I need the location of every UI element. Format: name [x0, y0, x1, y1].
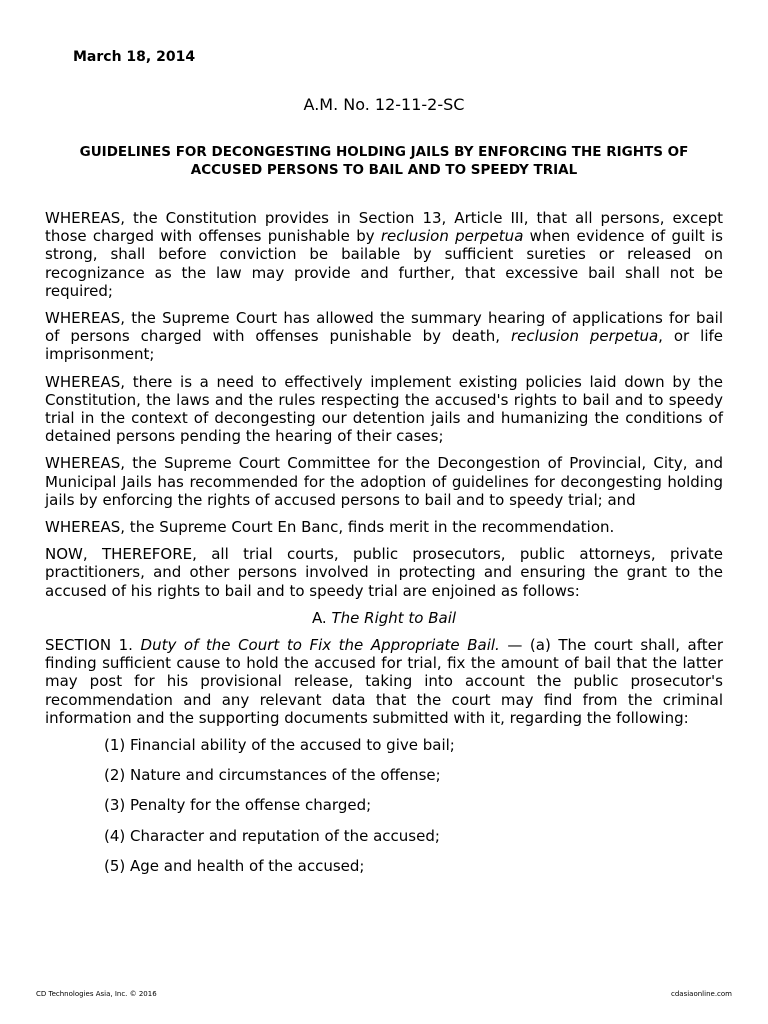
part-heading-prefix: A.	[311, 608, 332, 627]
document-number: A.M. No. 12-11-2-SC	[303, 95, 465, 114]
text-run: — (a) The court shall, after finding sufficient cause to hold the accused for trial, fix the amount of bail that the latter may post for his provisional release, taking into account the public prosecutor's recommendation and any relevant data that the court may find from the criminal information and the supporting documents submitted with it, regarding the following:	[45, 636, 724, 727]
now-therefore-paragraph	[45, 545, 723, 600]
text-run: WHEREAS, there is a need to effectively implement existing policies laid down by the Constitution, the laws and the rules respecting the accused's rights to bail and to speedy trial in the context of decongesting our detention jails and humanizing the conditions of detained persons pending the hearing of their cases;	[45, 372, 723, 446]
whereas-paragraph-2	[45, 309, 723, 364]
text-run: WHEREAS, the Supreme Court has allowed the summary hearing of applications for bail of persons charged with offenses punishable by death,	[45, 309, 723, 346]
whereas-paragraph-1	[45, 209, 723, 300]
document-title: GUIDELINES FOR DECONGESTING HOLDING JAILS BY ENFORCING THE RIGHTS OF ACCUSED PERSONS TO BAIL AND TO SPEEDY TRIAL	[79, 144, 689, 178]
footer-site-link: cdasiaonline.com	[671, 990, 732, 998]
list-item: (1) Financial ability of the accused to give bail;	[104, 736, 455, 755]
italic-text-run: Duty of the Court to Fix the Appropriate Bail.	[140, 636, 500, 655]
text-run: WHEREAS, the Supreme Court En Banc, finds merit in the recommendation.	[45, 518, 615, 537]
whereas-paragraph-3	[45, 373, 723, 446]
italic-text-run: reclusion perpetua	[510, 327, 659, 346]
text-run: SECTION 1.	[45, 636, 141, 655]
bail-factors-list	[45, 736, 723, 875]
text-run: when evidence of guilt is strong, shall before conviction be bailable by sufficient sureties or released on recognizance as the law may provide and further, that excessive bail shall not be required;	[45, 227, 723, 300]
list-item: (4) Character and reputation of the accused;	[104, 826, 440, 845]
whereas-paragraph-5	[45, 518, 723, 536]
list-item: (2) Nature and circumstances of the offense;	[104, 766, 441, 785]
text-run: WHEREAS, the Supreme Court Committee for the Decongestion of Provincial, City, and Municipal Jails has recommended for the adoption of guidelines for decongesting holding jails by enforcing the rights of accused persons to bail and to speedy trial; and	[45, 454, 723, 509]
part-heading	[45, 609, 723, 627]
part-heading-title: The Right to Bail	[331, 608, 457, 627]
whereas-paragraph-4	[45, 454, 723, 509]
section-1-paragraph	[45, 636, 723, 727]
document-body	[45, 209, 723, 887]
text-run: NOW, THEREFORE, all trial courts, public prosecutors, public attorneys, private practitioners, and other persons involved in protecting and ensuring the grant to the accused of his rights to bail and to speedy trial are enjoined as follows:	[45, 545, 723, 600]
text-run: , or life imprisonment;	[45, 327, 724, 364]
text-run: WHEREAS, the Constitution provides in Section 13, Article III, that all persons, except those charged with offenses punishable by	[45, 209, 723, 246]
footer-copyright: CD Technologies Asia, Inc. © 2016	[36, 990, 157, 998]
list-item: (5) Age and health of the accused;	[104, 856, 365, 875]
document-date: March 18, 2014	[73, 49, 196, 65]
list-item: (3) Penalty for the offense charged;	[104, 796, 372, 815]
italic-text-run: reclusion perpetua	[380, 227, 524, 246]
